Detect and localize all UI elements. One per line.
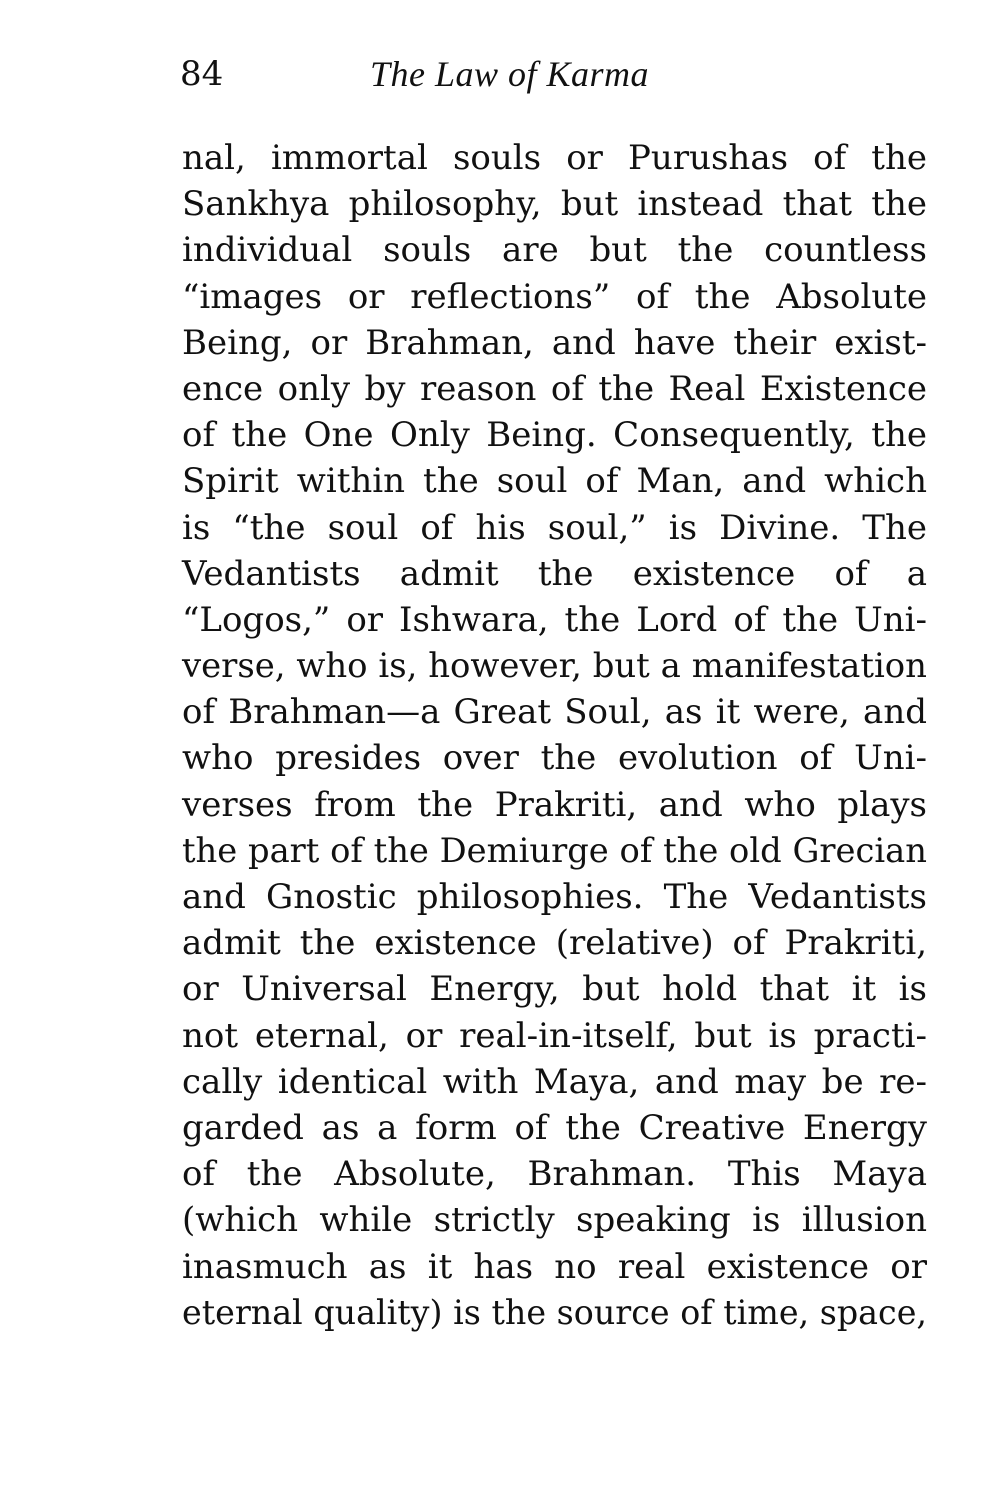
text-line: ence only by reason of the Real Existence (182, 368, 927, 409)
text-line: of the One Only Being. Consequently, the (182, 415, 927, 456)
text-line: verses from the Prakriti, and who plays (182, 784, 927, 825)
text-line: nal, immortal souls or Purushas of the (182, 138, 927, 178)
text-line: cally identical with Maya, and may be re- (182, 1061, 927, 1102)
text-line: “images or reflections” of the Absolute (182, 276, 927, 317)
body-text (182, 135, 927, 1336)
text-line: individual souls are but the countless (182, 230, 927, 271)
text-line: Being, or Brahman, and have their exist- (182, 322, 927, 363)
running-title: The Law of Karma (370, 54, 650, 94)
text-line: who presides over the evolution of Uni- (182, 738, 927, 779)
page-number: 84 (180, 54, 224, 94)
text-line: eternal quality) is the source of time, space, (182, 1292, 927, 1332)
text-line: Vedantists admit the existence of a (182, 553, 927, 594)
text-line: Sankhya philosophy, but instead that the (182, 184, 927, 225)
text-line: of the Absolute, Brahman. This Maya (182, 1154, 927, 1195)
text-line: “Logos,” or Ishwara, the Lord of the Uni- (182, 599, 927, 640)
text-line: inasmuch as it has no real existence or (182, 1246, 927, 1287)
text-line: garded as a form of the Creative Energy (182, 1107, 927, 1148)
text-line: and Gnostic philosophies. The Vedantists (182, 877, 927, 917)
page-header (180, 52, 740, 96)
text-line: the part of the Demiurge of the old Grecian (182, 830, 927, 870)
text-line: or Universal Energy, but hold that it is (182, 969, 927, 1010)
text-line: not eternal, or real-in-itself, but is practi- (182, 1015, 927, 1056)
text-line: admit the existence (relative) of Prakriti, (182, 923, 927, 964)
text-line: of Brahman—a Great Soul, as it were, and (182, 692, 927, 733)
text-line: is “the soul of his soul,” is Divine. The (182, 507, 927, 548)
text-line: Spirit within the soul of Man, and which (182, 461, 927, 502)
text-line: verse, who is, however, but a manifestation (182, 646, 927, 686)
text-line: (which while strictly speaking is illusion (182, 1200, 927, 1241)
